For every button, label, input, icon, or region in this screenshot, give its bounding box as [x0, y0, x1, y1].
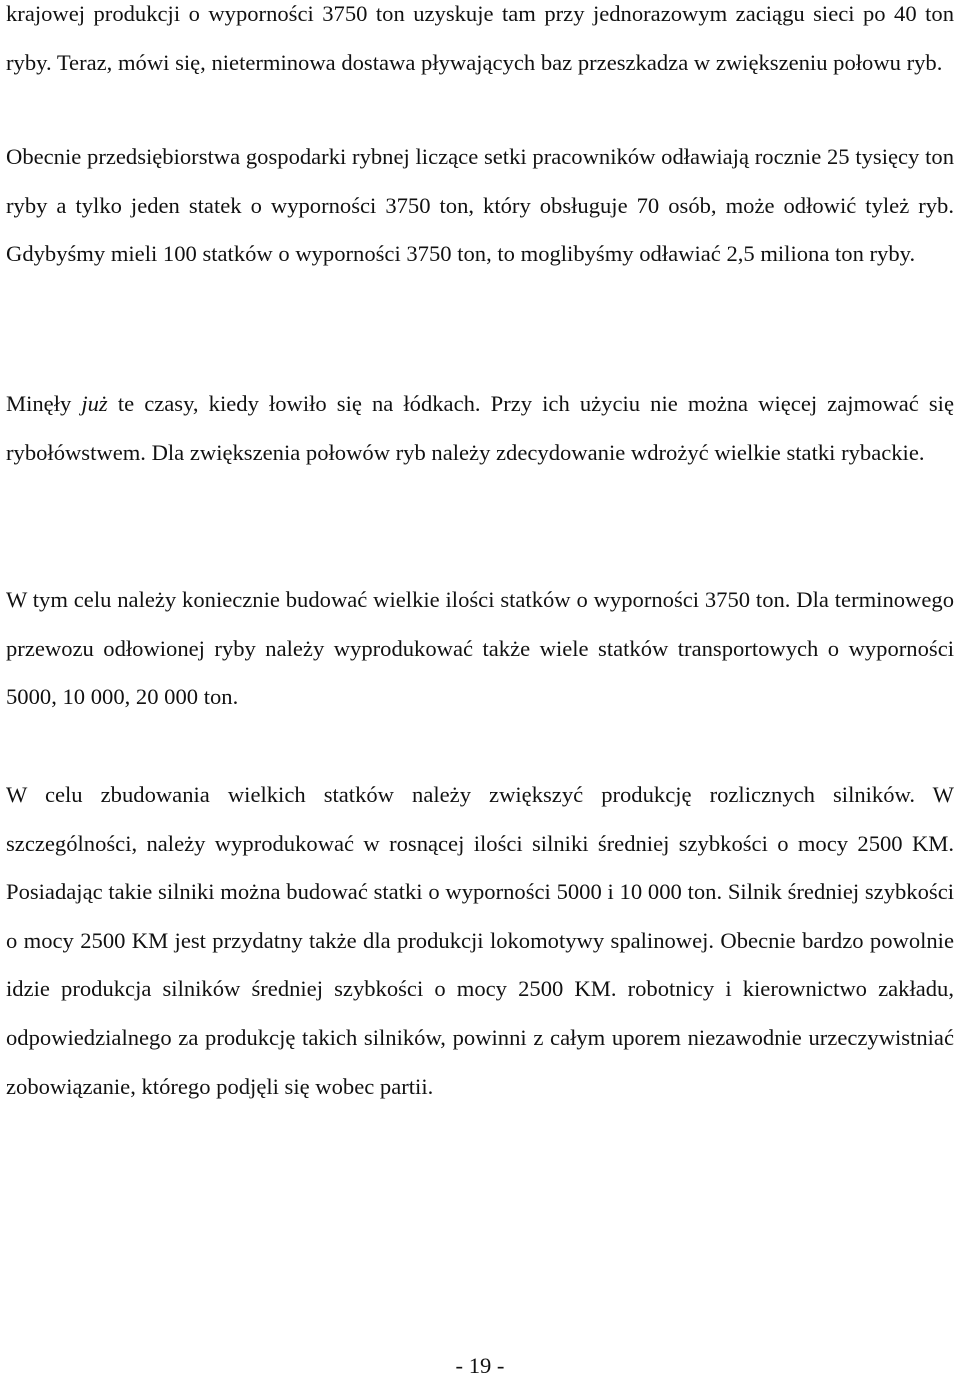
- paragraph-engine-production: W celu zbudowania wielkich statków należy zwiększyć produkcję rozlicznych silników. W szczególności, należy wyprodukować w rosnącej ilości silniki średniej szybkości o mocy 2500 KM. Posiadając takie silniki można budować statki o wyporności 5000 i 10 000 ton. Silnik średniej szybkości o mocy 2500 KM jest przydatny także dla produkcji lokomotywy spalinowej. Obecnie bardzo powolnie idzie produkcja silników średniej szybkości o mocy 2500 KM. robotnicy i kierownictwo zakładu, odpowiedzialnego za produkcję takich silników, powinni z całym uporem niezawodnie urzeczywistniać zobowiązanie, którego podjęli się wobec partii.: [6, 782, 954, 1099]
- paragraph-text-start: Minęły: [6, 391, 82, 416]
- page-number: - 19 -: [455, 1353, 505, 1378]
- paragraph-small-boats: [6, 380, 954, 477]
- paragraph-build-ships: W tym celu należy koniecznie budować wielkie ilości statków o wyporności 3750 ton. Dla terminowego przewozu odłowionej ryby należy wyprodukować także wiele statków transportowych o wyporności 5000, 10 000, 20 000 ton.: [6, 587, 954, 710]
- emphasized-word: już: [81, 391, 108, 416]
- paragraph-enterprise-catch: Obecnie przedsiębiorstwa gospodarki rybnej liczące setki pracowników odławiają rocznie 25 tysięcy ton ryby a tylko jeden statek o wyporności 3750 ton, który obsługuje 70 osób, może odłowić tyleż ryb. Gdybyśmy mieli 100 statków o wyporności 3750 ton, to moglibyśmy odławiać 2,5 miliona ton ryby.: [6, 144, 954, 267]
- paragraph-text-rest: te czasy, kiedy łowiło się na łódkach. Przy ich użyciu nie można więcej zajmować się rybołówstwem. Dla zwiększenia połowów ryb należy zdecydowanie wdrożyć wielkie statki rybackie.: [6, 391, 954, 465]
- paragraph-fishing-production: krajowej produkcji o wyporności 3750 ton uzyskuje tam przy jednorazowym zaciągu sieci po 40 ton ryby. Teraz, mówi się, nieterminowa dostawa pływających baz przeszkadza w zwiększeniu połowu ryb.: [6, 1, 954, 75]
